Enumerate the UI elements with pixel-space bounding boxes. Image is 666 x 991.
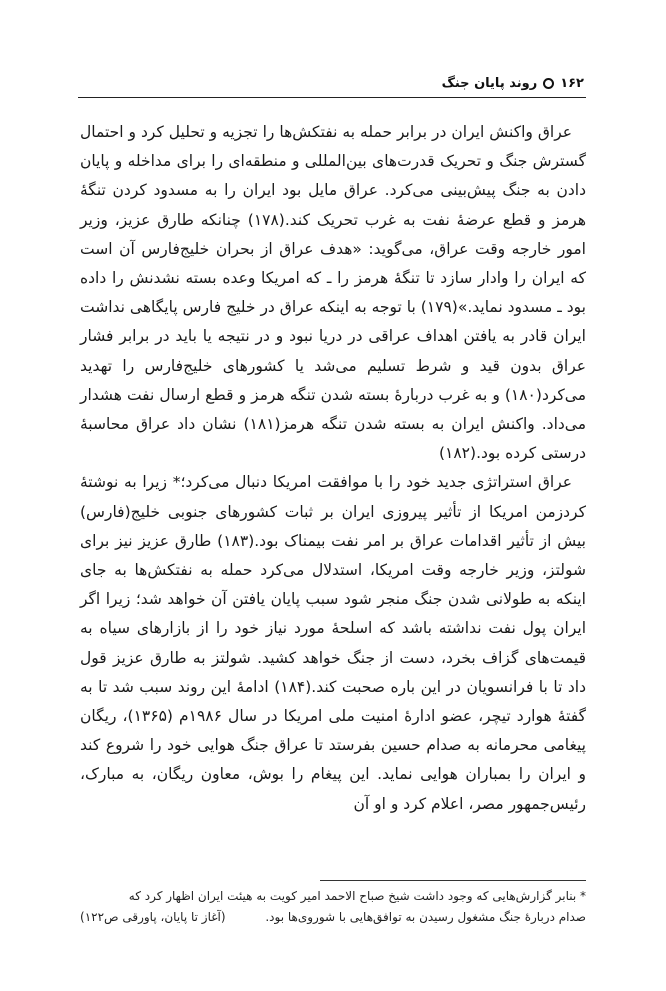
body-text	[80, 118, 586, 819]
footnote-text: صدام دربارهٔ جنگ مشغول رسیدن به توافق‌هایی با شوروی‌ها بود.	[265, 910, 586, 924]
running-header	[442, 76, 584, 91]
header-rule	[78, 97, 586, 98]
footnote-line-1: * بنابر گزارش‌هایی که وجود داشت شیخ صباح الاحمد امیر کویت به هیئت ایران اظهار کرد که	[128, 889, 586, 903]
circle-separator-icon	[543, 78, 554, 89]
footnote	[80, 886, 586, 928]
paragraph-1: عراق واکنش ایران در برابر حمله به نفتکش‌ها را تجزیه و تحلیل کرد و احتمال گسترش جنگ و تحریک قدرت‌های بین‌المللی و منطقه‌ای را برای مداخله و پایان دادن به جنگ پیش‌بینی می‌کرد. عراق مایل بود ایران را به مسدود کردن تنگهٔ هرمز و قطع عرضهٔ نفت به غرب تحریک کند.(۱۷۸) چنانکه طارق عزیز، وزیر امور خارجه وقت عراق، می‌گوید: «هدف عراق از بحران خلیج‌فارس آن است که ایران را وادار سازد تا تنگهٔ هرمز را ـ که امریکا وعده بسته نشدنش را داده بود ـ مسدود نماید.»(۱۷۹) با توجه به اینکه عراق در خلیج فارس پایگاهی نداشت ایران قادر به یافتن اهداف عراقی در دریا نبود و در نتیجه یا باید در برابر فشار عراق بدون قید و شرط تسلیم می‌شد یا کشورهای خلیج‌فارس را تهدید می‌کرد(۱۸۰) و به غرب دربارهٔ بسته شدن تنگه هرمز و قطع ارسال نفت هشدار می‌داد. واکنش ایران به بسته شدن تنگه هرمز(۱۸۱) نشان داد عراق محاسبهٔ درستی کرده بود.(۱۸۲)	[80, 123, 587, 463]
paragraph-2: عراق استراتژی جدید خود را با موافقت امریکا دنبال می‌کرد؛* زیرا به نوشتهٔ کردزمن امریکا از تأثیر پیروزی ایران بر ثبات کشورهای جنوبی خلیج(فارس) بیش از تأثیر اقدامات عراق بر امر نفت بیمناک بود.(۱۸۳) طارق عزیز نیز برای شولتز، وزیر خارجه وقت امریکا، استدلال می‌کرد حمله به نفتکش‌ها به جای اینکه به طولانی شدن جنگ منجر شود سبب پایان یافتن آن خواهد شد؛ زیرا اگر ایران پول نفت نداشته باشد که اسلحهٔ مورد نیاز خود را از بازارهای سیاه به قیمت‌های گزاف بخرد، دست از جنگ خواهد کشید. شولتز به طارق عزیز قول داد تا با فرانسویان در این باره صحبت کند.(۱۸۴) ادامهٔ این روند سبب شد تا به گفتهٔ هوارد تیچر، عضو ادارهٔ امنیت ملی امریکا در سال ۱۹۸۶م (۱۳۶۵)، ریگان پیغامی محرمانه به صدام حسین بفرستد تا عراق جنگ هوایی خود را شروع کند و ایران را بمباران هوایی نماید. این پیغام را بوش، معاون ریگان، به مبارک، رئیس‌جمهور مصر، اعلام کرد و او آن	[80, 473, 587, 813]
page-number: ۱۶۲	[560, 76, 584, 91]
running-title: روند پایان جنگ	[441, 76, 538, 91]
footnote-rule	[320, 880, 586, 881]
footnote-line-2	[80, 907, 586, 928]
footnote-reference: (آغاز تا پایان، پاورقی ص۱۲۲)	[80, 910, 226, 924]
